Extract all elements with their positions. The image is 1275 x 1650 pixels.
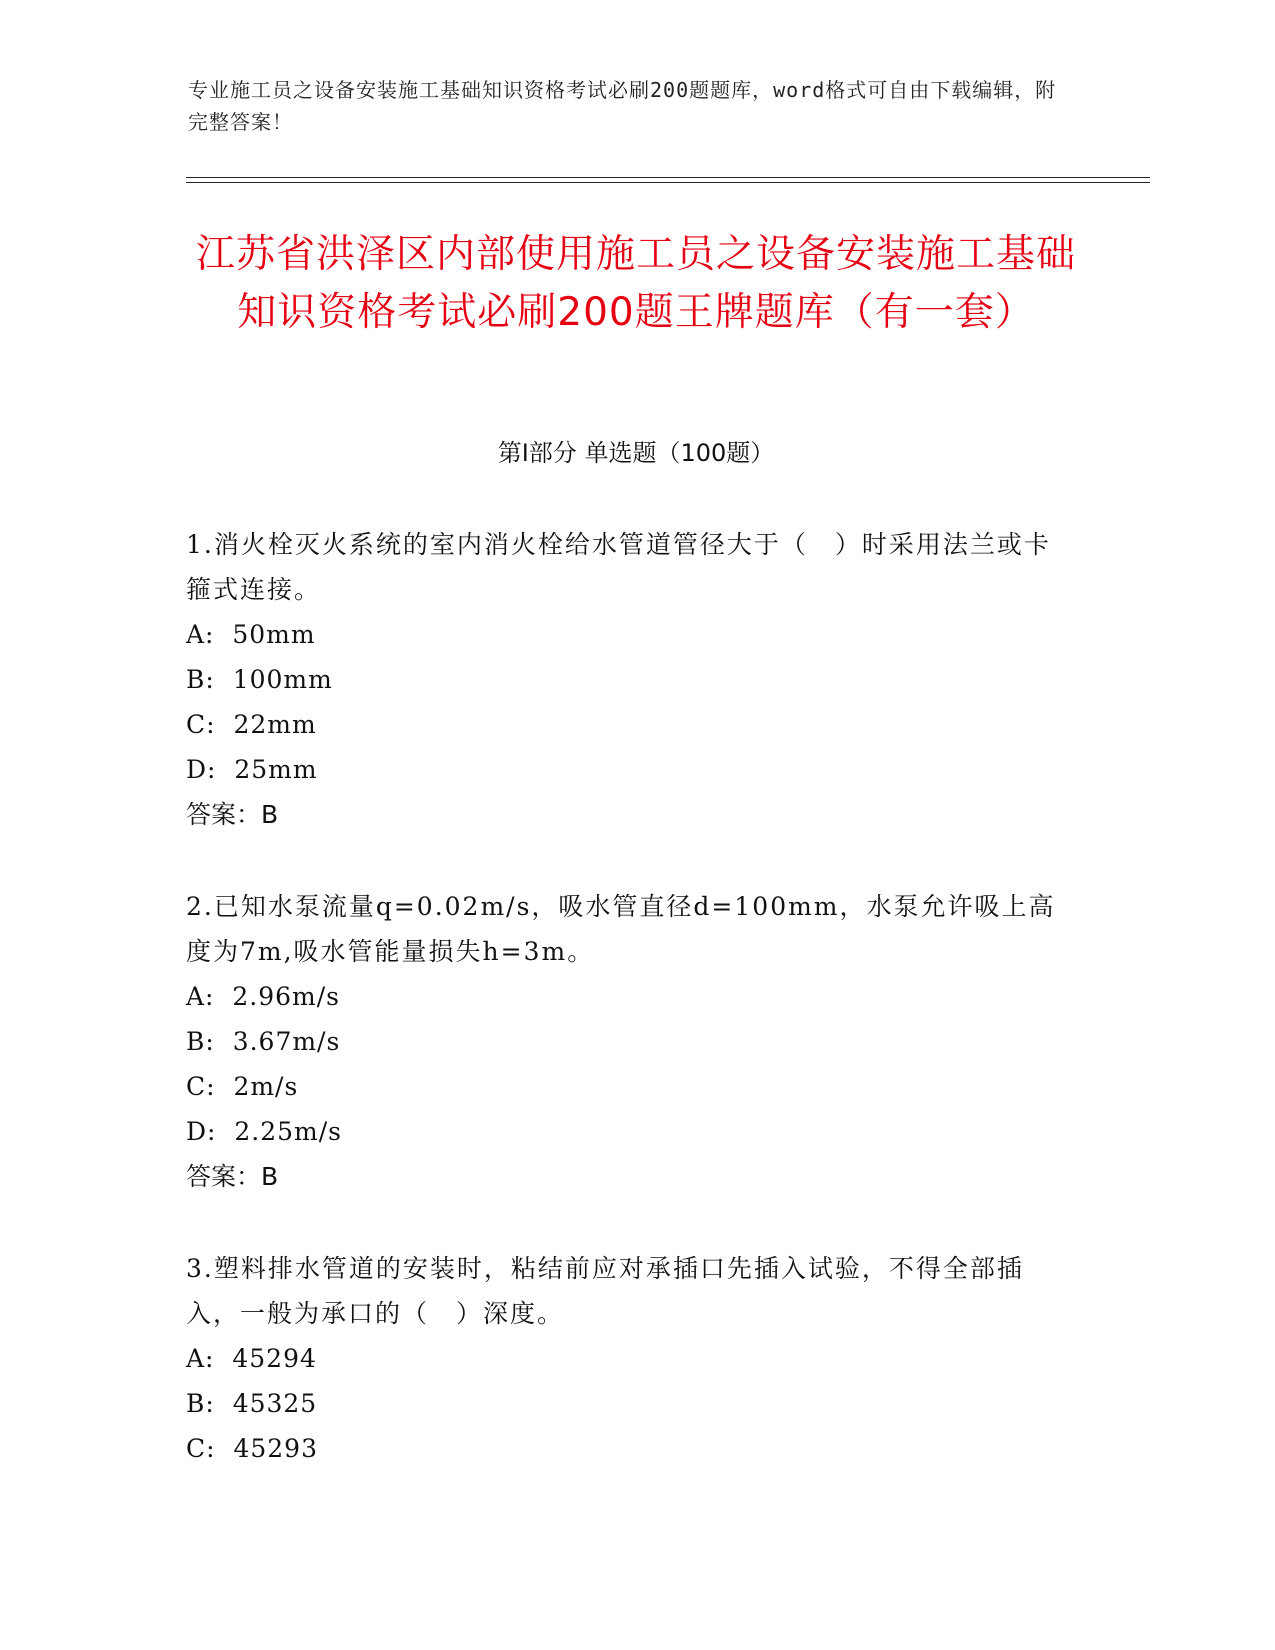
option-a: A: 50mm bbox=[186, 620, 316, 649]
document-title: 江苏省洪泽区内部使用施工员之设备安装施工基础知识资格考试必刷200题王牌题库（有一套） bbox=[195, 232, 1076, 335]
question-2 bbox=[186, 884, 1066, 1199]
question-stem: 1.消火栓灭火系统的室内消火栓给水管道管径大于（ ）时采用法兰或卡箍式连接。 bbox=[186, 530, 1051, 604]
section-title: 第I部分 单选题（100题） bbox=[497, 439, 775, 467]
answer: 答案：B bbox=[186, 1162, 279, 1191]
option-b: B: 3.67m/s bbox=[186, 1027, 341, 1056]
option-c: C: 22mm bbox=[186, 710, 317, 739]
question-3 bbox=[186, 1246, 1066, 1471]
option-c: C: 2m/s bbox=[186, 1072, 299, 1101]
option-d: D: 2.25m/s bbox=[186, 1117, 342, 1146]
option-d: D: 25mm bbox=[186, 755, 318, 784]
option-b: B: 100mm bbox=[186, 665, 333, 694]
option-a: A: 2.96m/s bbox=[186, 982, 340, 1011]
header-note: 专业施工员之设备安装施工基础知识资格考试必刷200题题库，word格式可自由下载编辑，附完整答案！ bbox=[188, 78, 1057, 134]
answer: 答案：B bbox=[186, 800, 279, 829]
question-stem: 3.塑料排水管道的安装时，粘结前应对承插口先插入试验，不得全部插入，一般为承口的（ ）深度。 bbox=[186, 1254, 1024, 1328]
question-1 bbox=[186, 522, 1066, 837]
option-b: B: 45325 bbox=[186, 1389, 318, 1418]
option-c: C: 45293 bbox=[186, 1434, 318, 1463]
option-a: A: 45294 bbox=[186, 1344, 317, 1373]
header-divider-top bbox=[186, 177, 1150, 178]
header-divider-bottom bbox=[186, 182, 1150, 183]
question-stem: 2.已知水泵流量q=0.02m/s，吸水管直径d=100mm，水泵允许吸上高度为7m,吸水管能量损失h=3m。 bbox=[186, 892, 1056, 966]
